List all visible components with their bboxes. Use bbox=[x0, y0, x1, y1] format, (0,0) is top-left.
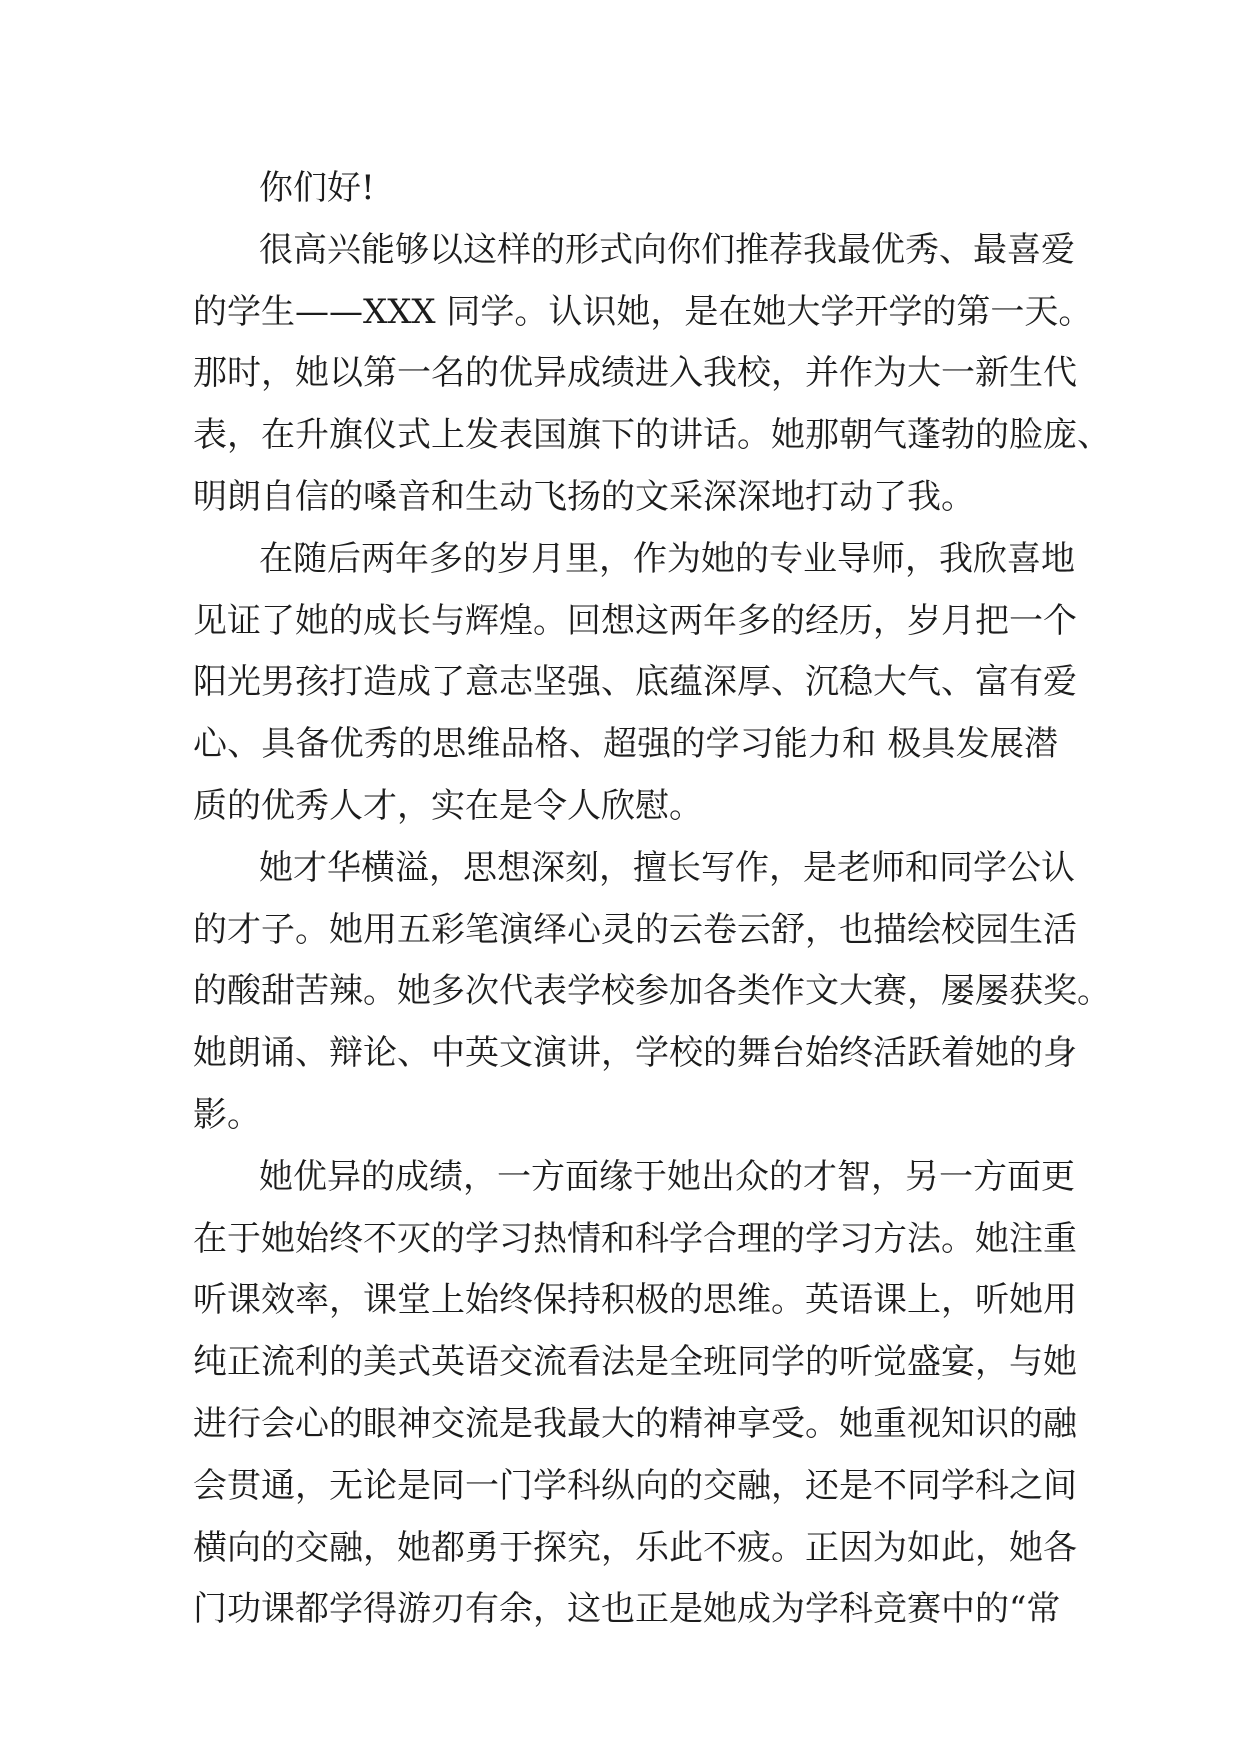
paragraph-4-line-2: 在于她始终不灭的学习热情和科学合理的学习方法。她注重 bbox=[193, 1218, 1077, 1259]
paragraph-2-line-3: 阳光男孩打造成了意志坚强、底蕴深厚、沉稳大气、富有爱 bbox=[193, 662, 1077, 703]
paragraph-1-line-1: 很高兴能够以这样的形式向你们推荐我最优秀、最喜爱 bbox=[259, 229, 1075, 270]
paragraph-2-line-5: 质的优秀人才，实在是令人欣慰。 bbox=[193, 785, 703, 826]
paragraph-2-line-4: 心、具备优秀的思维品格、超强的学习能力和 极具发展潜 bbox=[193, 724, 1058, 765]
paragraph-4-line-1: 她优异的成绩，一方面缘于她出众的才智，另一方面更 bbox=[259, 1156, 1075, 1197]
greeting-line: 你们好! bbox=[259, 168, 375, 208]
paragraph-1-line-4: 表，在升旗仪式上发表国旗下的讲话。她那朝气蓬勃的脸庞、 bbox=[193, 415, 1111, 456]
paragraph-2-line-2: 见证了她的成长与辉煌。回想这两年多的经历，岁月把一个 bbox=[193, 600, 1077, 641]
paragraph-1-line-2: 的学生——XXX 同学。认识她，是在她大学开学的第一天。 bbox=[193, 291, 1093, 332]
paragraph-1-line-5: 明朗自信的嗓音和生动飞扬的文采深深地打动了我。 bbox=[193, 476, 975, 517]
paragraph-4-line-8: 门功课都学得游刃有余，这也正是她成为学科竞赛中的“常 bbox=[193, 1589, 1061, 1630]
paragraph-3-line-1: 她才华横溢，思想深刻，擅长写作，是老师和同学公认 bbox=[259, 847, 1075, 888]
paragraph-4-line-3: 听课效率，课堂上始终保持积极的思维。英语课上，听她用 bbox=[193, 1280, 1077, 1321]
paragraph-4-line-7: 横向的交融，她都勇于探究，乐此不疲。正因为如此，她各 bbox=[193, 1527, 1077, 1568]
paragraph-3-line-4: 她朗诵、辩论、中英文演讲，学校的舞台始终活跃着她的身 bbox=[193, 1033, 1077, 1074]
paragraph-2-line-1: 在随后两年多的岁月里，作为她的专业导师，我欣喜地 bbox=[259, 538, 1075, 579]
paragraph-4-line-5: 进行会心的眼神交流是我最大的精神享受。她重视知识的融 bbox=[193, 1403, 1077, 1444]
letter-body bbox=[193, 158, 1111, 1641]
paragraph-1-line-3: 那时，她以第一名的优异成绩进入我校，并作为大一新生代 bbox=[193, 353, 1077, 394]
paragraph-3-line-5: 影。 bbox=[193, 1094, 261, 1135]
paragraph-3-line-3: 的酸甜苦辣。她多次代表学校参加各类作文大赛，屡屡获奖。 bbox=[193, 971, 1111, 1012]
paragraph-3-line-2: 的才子。她用五彩笔演绎心灵的云卷云舒，也描绘校园生活 bbox=[193, 909, 1077, 950]
paragraph-4-line-6: 会贯通，无论是同一门学科纵向的交融，还是不同学科之间 bbox=[193, 1465, 1077, 1506]
paragraph-4-line-4: 纯正流利的美式英语交流看法是全班同学的听觉盛宴，与她 bbox=[193, 1342, 1077, 1383]
